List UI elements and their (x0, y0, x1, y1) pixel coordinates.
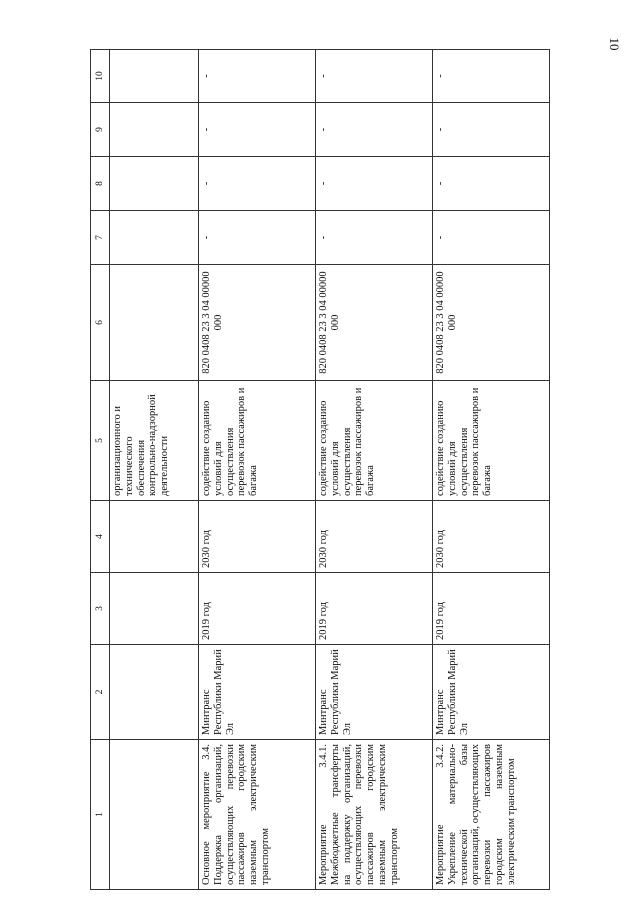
table-cell: организационного и технического обеспечения контрольно-надзорной деятельности (110, 381, 199, 501)
end-year-cell: 2030 год (316, 501, 433, 573)
table-cell (110, 645, 199, 740)
table-cell (110, 50, 199, 103)
value-cell: - (316, 211, 433, 265)
result-cell: содействие созданию условий для осуществления перевозок пассажиров и багажа (433, 381, 550, 501)
header-cell: 7 (91, 211, 110, 265)
header-cell: 5 (91, 381, 110, 501)
end-year-cell: 2030 год (433, 501, 550, 573)
header-row (91, 50, 110, 890)
measure-name-cell: Мероприятие 3.4.1. Межбюджетные трансферты на поддержку организаций, осуществляющих перевозки пассажиров городским наземным электрическим транспортом (316, 740, 433, 890)
end-year-cell: 2030 год (199, 501, 316, 573)
executor-cell: Минтранс Республики Марий Эл (316, 645, 433, 740)
table-row-continuation (110, 50, 199, 890)
start-year-cell: 2019 год (199, 573, 316, 645)
header-cell: 3 (91, 573, 110, 645)
table-row (316, 50, 433, 890)
value-cell: - (199, 157, 316, 211)
value-cell: - (433, 211, 550, 265)
result-cell: содействие созданию условий для осуществления перевозок пассажиров и багажа (316, 381, 433, 501)
page-number: 10 (607, 37, 622, 51)
table-cell (110, 211, 199, 265)
value-cell: - (316, 103, 433, 157)
table-cell (110, 157, 199, 211)
header-cell: 8 (91, 157, 110, 211)
value-cell: - (316, 50, 433, 103)
start-year-cell: 2019 год (316, 573, 433, 645)
start-year-cell: 2019 год (433, 573, 550, 645)
executor-cell: Минтранс Республики Марий Эл (199, 645, 316, 740)
header-cell: 6 (91, 265, 110, 381)
table-row (433, 50, 550, 890)
value-cell: - (316, 157, 433, 211)
table-cell (110, 265, 199, 381)
header-cell: 10 (91, 50, 110, 103)
budget-code-cell: 820 0408 23 3 04 00000 000 (316, 265, 433, 381)
value-cell: - (199, 103, 316, 157)
value-cell: - (199, 211, 316, 265)
table-cell (110, 501, 199, 573)
result-cell: содействие созданию условий для осуществления перевозок пассажиров и багажа (199, 381, 316, 501)
table-cell (110, 740, 199, 890)
table-row (199, 50, 316, 890)
value-cell: - (433, 50, 550, 103)
value-cell: - (433, 157, 550, 211)
value-cell: - (199, 50, 316, 103)
budget-code-cell: 820 0408 23 3 04 00000 000 (433, 265, 550, 381)
table-cell (110, 573, 199, 645)
measure-name-cell: Основное мероприятие 3.4. Поддержка организаций, осуществляющих перевозки пассажиров городским наземным электрическим транспортом (199, 740, 316, 890)
header-cell: 1 (91, 740, 110, 890)
header-cell: 9 (91, 103, 110, 157)
budget-code-cell: 820 0408 23 3 04 00000 000 (199, 265, 316, 381)
executor-cell: Минтранс Республики Марий Эл (433, 645, 550, 740)
header-cell: 4 (91, 501, 110, 573)
measures-table (90, 49, 550, 890)
rotated-table-sheet (90, 50, 550, 890)
table-cell (110, 103, 199, 157)
measure-name-cell: Мероприятие 3.4.2. Укрепление материально-технической базы организаций, осуществляющих перевозки пассажиров городским наземным электрическим транспортом (433, 740, 550, 890)
value-cell: - (433, 103, 550, 157)
header-cell: 2 (91, 645, 110, 740)
